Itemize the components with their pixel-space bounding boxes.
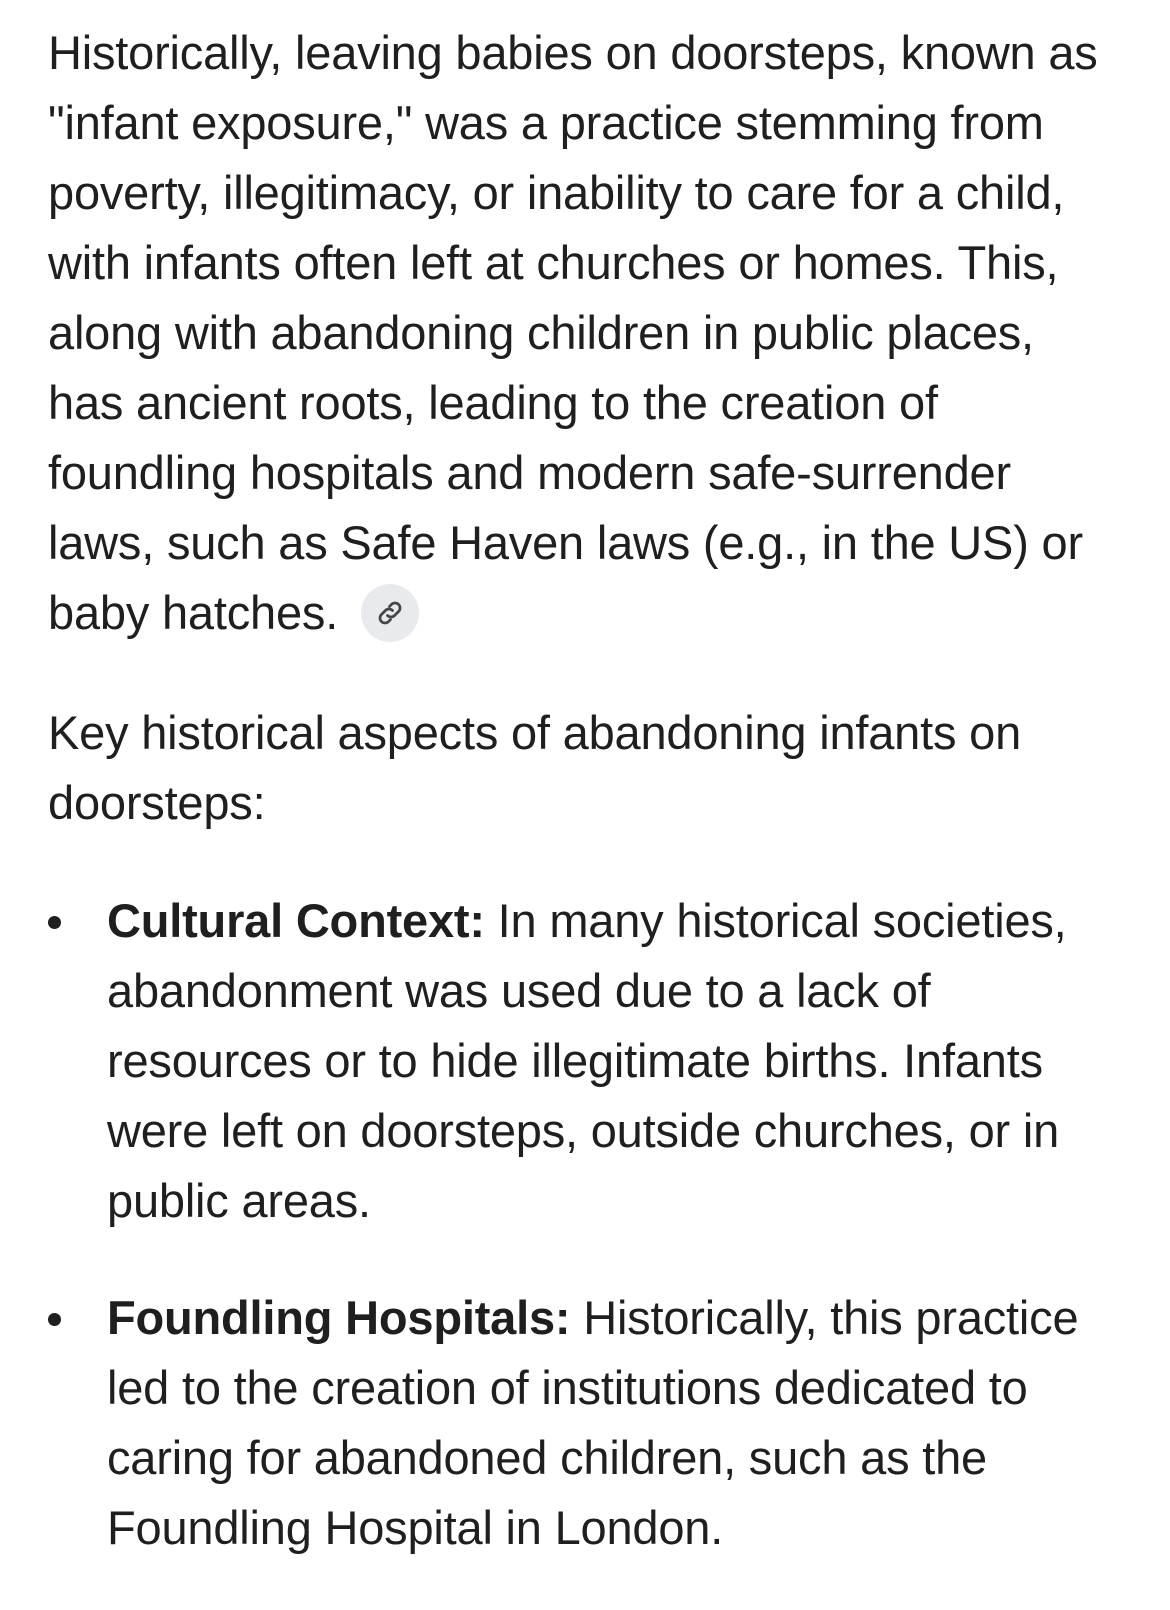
list-item (48, 886, 1107, 1236)
list-item (48, 1283, 1107, 1563)
intro-text: Historically, leaving babies on doorsteps, known as "infant exposure," was a practice stemming from poverty, illegitimacy, or inability to care for a child, with infants often left at churches or homes. This, along with abandoning children in public places, has ancient roots, leading to the creation of foundling hospitals and modern safe-surrender laws, such as Safe Haven laws (e.g., in the US) or baby hatches. (48, 26, 1098, 639)
bullet-title: Foundling Hospitals: (107, 1291, 584, 1344)
bullet-icon (48, 1313, 61, 1326)
bullet-icon (48, 916, 61, 929)
response-content (48, 18, 1138, 1610)
bullet-title: Cultural Context: (107, 894, 498, 947)
lead-paragraph: Key historical aspects of abandoning infants on doorsteps: (48, 706, 1022, 829)
link-icon (375, 598, 405, 628)
bullet-text: In many historical societies, abandonment was used due to a lack of resources or to hide illegitimate births. Infants were left on doorsteps, outside churches, or in public areas. (107, 894, 1067, 1227)
bullet-text: Historically, this practice led to the creation of institutions dedicated to caring for abandoned children, such as the Foundling Hospital in London. (107, 1291, 1079, 1554)
aspects-list (48, 886, 1138, 1563)
intro-paragraph (48, 18, 1103, 648)
source-link-button[interactable] (361, 584, 419, 642)
